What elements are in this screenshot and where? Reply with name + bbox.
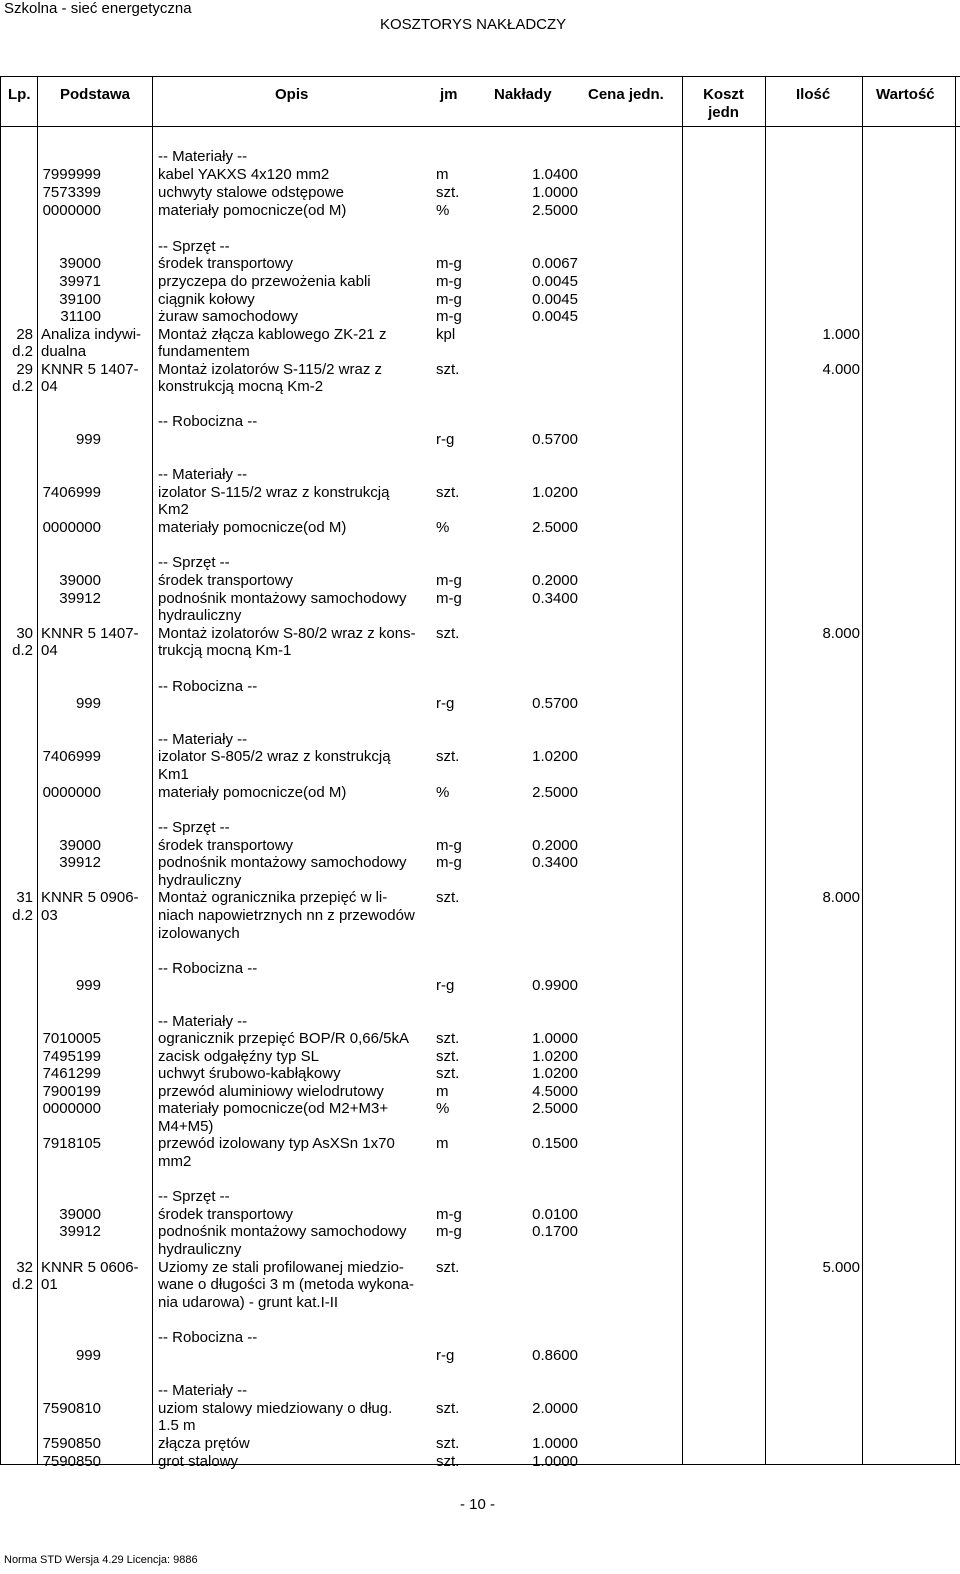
row-code: 7010005 [42, 1030, 101, 1047]
row-quantity: 2.5000 [532, 202, 578, 219]
col-header-podstawa: Podstawa [60, 86, 131, 103]
row-quantity: 1.0000 [532, 184, 578, 201]
row-description: niach napowietrznych nn z przewodów [158, 907, 415, 924]
row-basis: KNNR 5 1407- [41, 361, 139, 378]
row-quantity: 0.2000 [532, 572, 578, 589]
row-code: 999 [75, 977, 101, 994]
row-code: 7590850 [42, 1435, 101, 1452]
row-quantity: 0.8600 [532, 1347, 578, 1364]
row-description: -- Materiały -- [158, 1382, 248, 1399]
row-unit: szt. [436, 1435, 460, 1452]
row-code: 39912 [59, 590, 101, 607]
row-code: 39000 [59, 572, 101, 589]
row-quantity: 1.0200 [532, 748, 578, 765]
col-line-2 [152, 76, 153, 1464]
row-amount: 4.000 [822, 361, 860, 378]
row-quantity: 0.1500 [532, 1135, 578, 1152]
row-lp: 30 [16, 625, 33, 642]
row-quantity: 0.0045 [532, 308, 578, 325]
row-description: -- Materiały -- [158, 1013, 248, 1030]
row-description: środek transportowy [158, 572, 294, 589]
row-description: hydrauliczny [158, 607, 242, 624]
row-lp: 32 [16, 1259, 33, 1276]
row-description: zacisk odgałęźny typ SL [158, 1048, 319, 1065]
col-header-cena: Cena jedn. [588, 86, 664, 103]
row-unit: % [436, 519, 450, 536]
row-lp: d.2 [12, 378, 33, 395]
row-quantity: 2.5000 [532, 784, 578, 801]
row-unit: r-g [436, 977, 455, 994]
row-description: uchwyty stalowe odstępowe [158, 184, 344, 201]
row-description: materiały pomocnicze(od M) [158, 202, 347, 219]
row-description: izolator S-115/2 wraz z konstrukcją [158, 484, 390, 501]
row-unit: m-g [436, 273, 462, 290]
row-code: 0000000 [42, 202, 101, 219]
row-unit: m-g [436, 255, 462, 272]
row-description: grot stalowy [158, 1453, 239, 1470]
company-name: Szkolna - sieć energetyczna [4, 0, 192, 17]
col-header-jm: jm [440, 86, 458, 103]
row-description: -- Sprzęt -- [158, 554, 230, 571]
row-code: 0000000 [42, 1100, 101, 1117]
row-code: 39971 [59, 273, 101, 290]
row-code: 7573399 [42, 184, 101, 201]
row-description: -- Materiały -- [158, 466, 248, 483]
row-description: -- Robocizna -- [158, 413, 258, 430]
row-quantity: 1.0000 [532, 1435, 578, 1452]
row-quantity: 0.0100 [532, 1206, 578, 1223]
row-description: Montaż izolatorów S-115/2 wraz z [158, 361, 382, 378]
row-unit: kpl [436, 326, 456, 343]
row-description: materiały pomocnicze(od M2+M3+ [158, 1100, 389, 1117]
row-description: kabel YAKXS 4x120 mm2 [158, 166, 330, 183]
row-basis: 04 [41, 642, 58, 659]
header-top-rule [0, 76, 960, 77]
row-description: mm2 [158, 1153, 192, 1170]
row-quantity: 0.5700 [532, 695, 578, 712]
row-basis: KNNR 5 0906- [41, 889, 139, 906]
col-header-opis: Opis [275, 86, 309, 103]
row-description: przewód aluminiowy wielodrutowy [158, 1083, 384, 1100]
row-amount: 1.000 [822, 326, 860, 343]
row-unit: r-g [436, 695, 455, 712]
row-description: ogranicznik przepięć BOP/R 0,66/5kA [158, 1030, 409, 1047]
row-quantity: 0.1700 [532, 1223, 578, 1240]
row-unit: szt. [436, 1065, 460, 1082]
row-description: środek transportowy [158, 837, 294, 854]
row-unit: szt. [436, 484, 460, 501]
row-description: -- Materiały -- [158, 731, 248, 748]
row-unit: % [436, 1100, 450, 1117]
row-basis: 01 [41, 1276, 58, 1293]
row-unit: m-g [436, 1206, 462, 1223]
row-quantity: 1.0000 [532, 1453, 578, 1470]
row-description: -- Sprzęt -- [158, 1188, 230, 1205]
row-lp: 31 [16, 889, 33, 906]
row-unit: szt. [436, 625, 460, 642]
row-description: złącza prętów [158, 1435, 250, 1452]
row-description: materiały pomocnicze(od M) [158, 519, 347, 536]
row-description: -- Sprzęt -- [158, 819, 230, 836]
row-quantity: 1.0200 [532, 1048, 578, 1065]
row-unit: szt. [436, 748, 460, 765]
row-code: 7406999 [42, 748, 101, 765]
row-description: Montaż złącza kablowego ZK-21 z [158, 326, 387, 343]
row-quantity: 2.5000 [532, 519, 578, 536]
row-description: wane o długości 3 m (metoda wykona- [158, 1276, 414, 1293]
col-line-5 [862, 76, 863, 1464]
row-description: podnośnik montażowy samochodowy [158, 590, 407, 607]
row-description: izolator S-805/2 wraz z konstrukcją [158, 748, 391, 765]
row-description: podnośnik montażowy samochodowy [158, 1223, 407, 1240]
row-lp: d.2 [12, 343, 33, 360]
row-quantity: 0.2000 [532, 837, 578, 854]
row-description: Km1 [158, 766, 189, 783]
col-line-6 [955, 76, 956, 1464]
col-header-wartosc: Wartość [876, 86, 935, 103]
row-unit: szt. [436, 1400, 460, 1417]
col-line-3 [682, 76, 683, 1464]
row-code: 0000000 [42, 519, 101, 536]
col-line-4 [765, 76, 766, 1464]
row-quantity: 0.3400 [532, 590, 578, 607]
document-title: KOSZTORYS NAKŁADCZY [380, 16, 567, 33]
row-code: 7900199 [42, 1083, 101, 1100]
row-lp: d.2 [12, 1276, 33, 1293]
row-description: -- Robocizna -- [158, 1329, 258, 1346]
row-quantity: 1.0200 [532, 484, 578, 501]
row-quantity: 4.5000 [532, 1083, 578, 1100]
row-unit: m-g [436, 291, 462, 308]
row-code: 39000 [59, 1206, 101, 1223]
row-unit: m [436, 166, 449, 183]
row-basis: 04 [41, 378, 58, 395]
row-quantity: 2.5000 [532, 1100, 578, 1117]
row-basis: Analiza indywi- [41, 326, 142, 343]
row-unit: m-g [436, 572, 462, 589]
row-description: -- Robocizna -- [158, 960, 258, 977]
row-unit: m-g [436, 308, 462, 325]
row-code: 7590810 [42, 1400, 101, 1417]
row-quantity: 0.3400 [532, 854, 578, 871]
page-number: - 10 - [459, 1496, 495, 1513]
row-description: żuraw samochodowy [158, 308, 299, 325]
row-unit: % [436, 202, 450, 219]
row-lp: d.2 [12, 907, 33, 924]
row-description: uchwyt śrubowo-kabłąkowy [158, 1065, 341, 1082]
row-description: trukcją mocną Km-1 [158, 642, 292, 659]
row-amount: 8.000 [822, 889, 860, 906]
row-unit: r-g [436, 431, 455, 448]
row-description: -- Sprzęt -- [158, 238, 230, 255]
row-code: 7495199 [42, 1048, 101, 1065]
row-quantity: 1.0000 [532, 1030, 578, 1047]
row-code: 999 [75, 1347, 101, 1364]
row-unit: m-g [436, 854, 462, 871]
row-unit: szt. [436, 184, 460, 201]
row-description: hydrauliczny [158, 872, 242, 889]
row-unit: m-g [436, 1223, 462, 1240]
row-code: 39000 [59, 255, 101, 272]
row-unit: szt. [436, 1030, 460, 1047]
row-lp: 29 [16, 361, 33, 378]
row-unit: szt. [436, 889, 460, 906]
row-code: 39912 [59, 854, 101, 871]
row-code: 39000 [59, 837, 101, 854]
row-unit: m [436, 1135, 449, 1152]
row-description: Montaż izolatorów S-80/2 wraz z kons- [158, 625, 416, 642]
row-description: przyczepa do przewożenia kabli [158, 273, 371, 290]
row-basis: dualna [41, 343, 87, 360]
row-unit: r-g [436, 1347, 455, 1364]
row-unit: szt. [436, 1259, 460, 1276]
row-basis: 03 [41, 907, 58, 924]
col-header-koszt: Koszt [703, 86, 744, 103]
col-line-0 [0, 76, 1, 1464]
row-quantity: 0.0067 [532, 255, 578, 272]
row-description: materiały pomocnicze(od M) [158, 784, 347, 801]
row-unit: szt. [436, 361, 460, 378]
row-quantity: 2.0000 [532, 1400, 578, 1417]
row-unit: szt. [436, 1453, 460, 1470]
row-code: 7406999 [42, 484, 101, 501]
row-code: 31100 [60, 308, 101, 325]
row-description: M4+M5) [158, 1118, 214, 1135]
row-unit: szt. [436, 1048, 460, 1065]
row-unit: % [436, 784, 450, 801]
software-footer: Norma STD Wersja 4.29 Licencja: 9886 [4, 1554, 198, 1566]
row-quantity: 1.0200 [532, 1065, 578, 1082]
row-description: izolowanych [158, 925, 240, 942]
row-description: -- Robocizna -- [158, 678, 258, 695]
row-amount: 8.000 [822, 625, 860, 642]
row-description: środek transportowy [158, 1206, 294, 1223]
row-description: fundamentem [158, 343, 250, 360]
row-code: 39100 [59, 291, 101, 308]
row-lp: 28 [16, 326, 33, 343]
row-amount: 5.000 [822, 1259, 860, 1276]
col-header-lp: Lp. [8, 86, 31, 103]
header-bottom-rule [0, 126, 960, 127]
row-quantity: 0.9900 [532, 977, 578, 994]
row-description: Km2 [158, 501, 189, 518]
row-code: 7590850 [42, 1453, 101, 1470]
row-quantity: 0.0045 [532, 291, 578, 308]
col-header-ilosc: Ilość [796, 86, 831, 103]
row-unit: m-g [436, 590, 462, 607]
row-description: podnośnik montażowy samochodowy [158, 854, 407, 871]
row-unit: m [436, 1083, 449, 1100]
row-description: Montaż ogranicznika przepięć w li- [158, 889, 388, 906]
row-quantity: 0.0045 [532, 273, 578, 290]
row-description: Uziomy ze stali profilowanej miedzio- [158, 1259, 404, 1276]
row-code: 7918105 [42, 1135, 101, 1152]
row-lp: d.2 [12, 642, 33, 659]
row-description: ciągnik kołowy [158, 291, 255, 308]
row-quantity: 1.0400 [532, 166, 578, 183]
row-code: 7999999 [42, 166, 101, 183]
row-description: uziom stalowy miedziowany o dług. [158, 1400, 393, 1417]
row-description: -- Materiały -- [158, 148, 248, 165]
row-unit: m-g [436, 837, 462, 854]
row-code: 39912 [59, 1223, 101, 1240]
row-description: hydrauliczny [158, 1241, 242, 1258]
row-code: 999 [75, 431, 101, 448]
col-header-koszt-jedn: jedn [708, 104, 739, 121]
row-description: konstrukcją mocną Km-2 [158, 378, 324, 395]
row-description: 1.5 m [158, 1417, 196, 1434]
row-quantity: 0.5700 [532, 431, 578, 448]
row-description: środek transportowy [158, 255, 294, 272]
row-description: przewód izolowany typ AsXSn 1x70 [158, 1135, 395, 1152]
row-code: 0000000 [42, 784, 101, 801]
row-code: 7461299 [42, 1065, 101, 1082]
row-description: nia udarowa) - grunt kat.I-II [158, 1294, 339, 1311]
row-basis: KNNR 5 1407- [41, 625, 139, 642]
row-basis: KNNR 5 0606- [41, 1259, 139, 1276]
row-code: 999 [75, 695, 101, 712]
col-header-naklady: Nakłady [494, 86, 552, 103]
